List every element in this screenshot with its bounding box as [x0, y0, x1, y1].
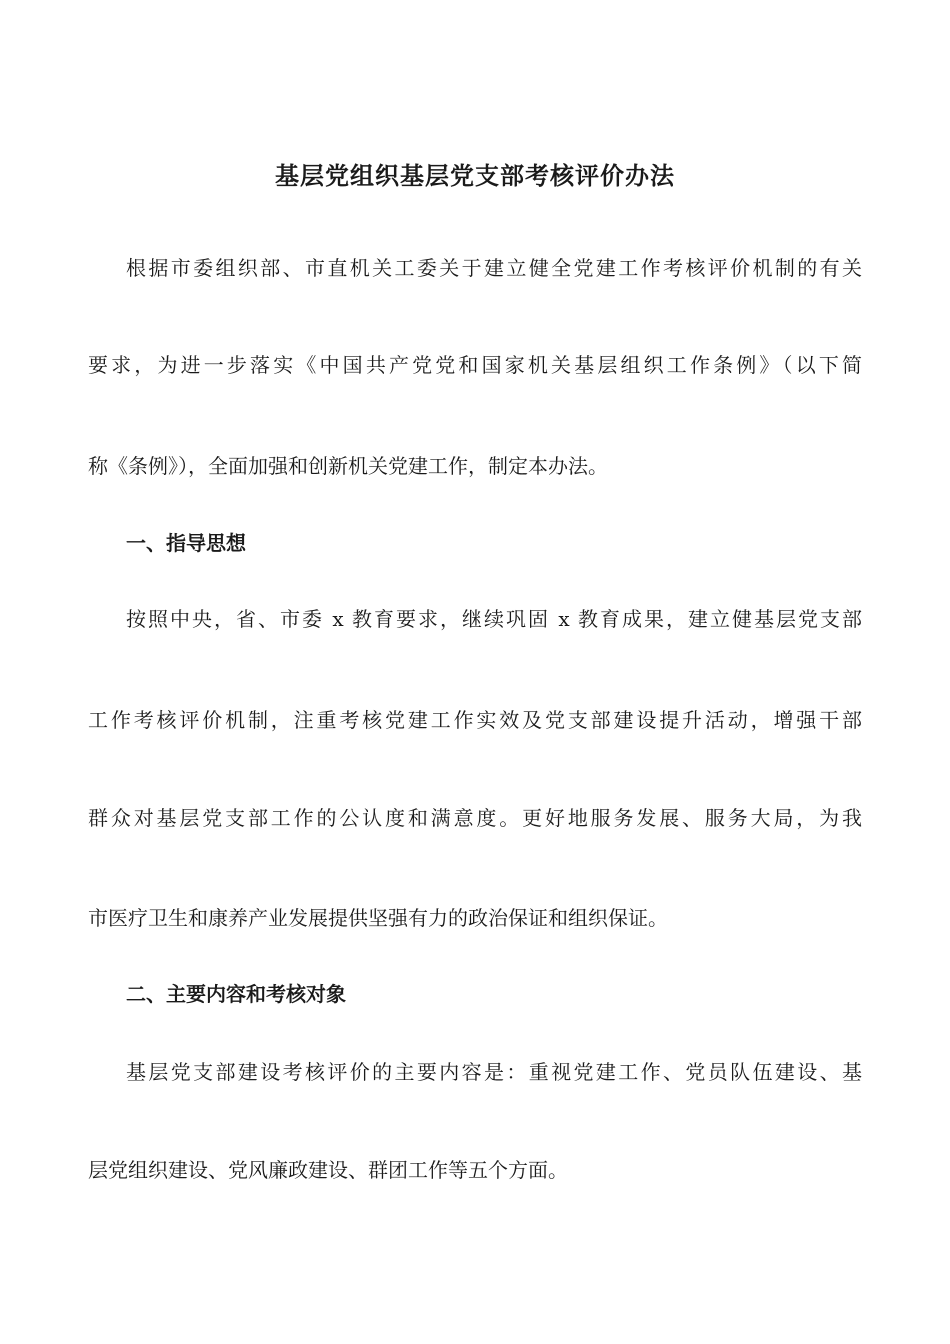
section1-line-2: 工作考核评价机制，注重考核党建工作实效及党支部建设提升活动，增强干部	[88, 708, 862, 732]
section2-line-1: 基层党支部建设考核评价的主要内容是：重视党建工作、党员队伍建设、基	[126, 1060, 862, 1084]
section1-line-3: 群众对基层党支部工作的公认度和满意度。更好地服务发展、服务大局，为我	[88, 806, 862, 830]
section1-line-1: 按照中央，省、市委 x 教育要求，继续巩固 x 教育成果，建立健基层党支部	[126, 607, 862, 631]
intro-line-3: 称《条例》），全面加强和创新机关党建工作，制定本办法。	[88, 454, 608, 478]
section-heading-guiding-thought: 一、指导思想	[126, 531, 246, 555]
document-title: 基层党组织基层党支部考核评价办法	[275, 162, 675, 190]
intro-line-2: 要求，为进一步落实《中国共产党党和国家机关基层组织工作条例》（以下简	[88, 353, 862, 377]
section1-line-4: 市医疗卫生和康养产业发展提供坚强有力的政治保证和组织保证。	[88, 906, 668, 930]
section-heading-main-content: 二、主要内容和考核对象	[126, 982, 346, 1006]
section2-line-2: 层党组织建设、党风廉政建设、群团工作等五个方面。	[88, 1158, 568, 1182]
intro-line-1: 根据市委组织部、市直机关工委关于建立健全党建工作考核评价机制的有关	[126, 256, 862, 280]
